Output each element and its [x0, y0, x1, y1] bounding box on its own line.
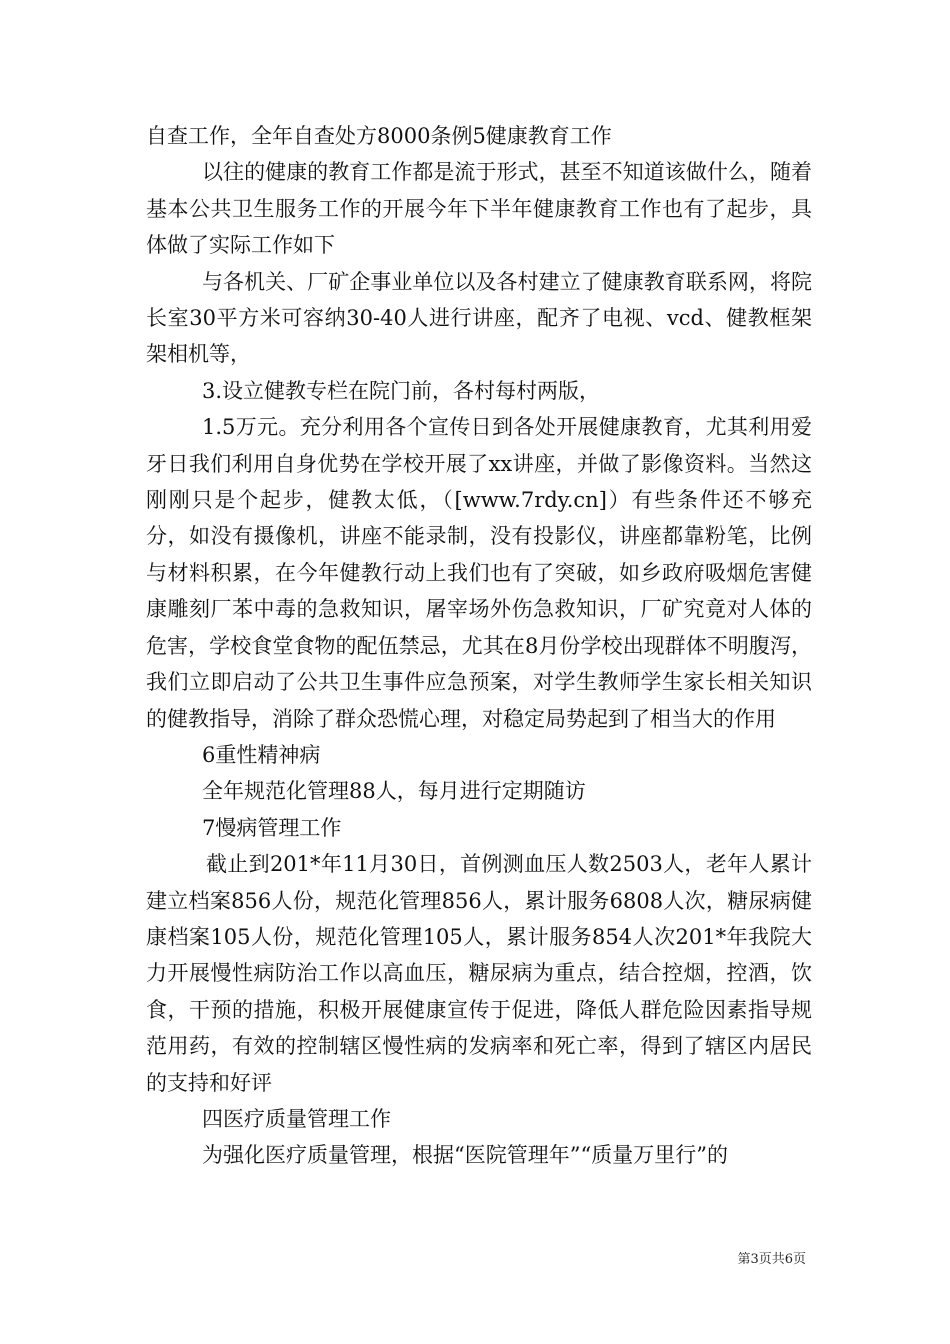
page-number: 第3页共6页 — [737, 1252, 806, 1267]
paragraph-5: 1.5万元。充分利用各个宣传日到各处开展健康教育，尤其利用爱牙日我们利用自身优势在学校开展了xx讲座，并做了影像资料。当然这刚刚只是个起步，健教太低，（[www.7rdy.cn]）有些条件还不够充分，如没有摄像机，讲座不能录制，没有投影仪，讲座都靠粉笔，比例与材料积累，在今年健教行动上我们也有了突破，如乡政府吸烟危害健康雕刻厂苯中毒的急救知识，屠宰场外伤急救知识，厂矿究竟对人体的危害，学校食堂食物的配伍禁忌，尤其在8月份学校出现群体不明腹泻，我们立即启动了公共卫生事件应急预案，对学生教师学生家长相关知识的健教指导，消除了群众恐慌心理，对稳定局势起到了相当大的作用 — [146, 415, 812, 731]
paragraph-6: 6重性精神病 — [202, 742, 321, 767]
paragraph-7: 全年规范化管理88人，每月进行定期随访 — [202, 779, 586, 804]
paragraph-11: 为强化医疗质量管理，根据“医院管理年”“质量万里行”的 — [202, 1143, 728, 1168]
paragraph-1: 自查工作，全年自查处方8000条例5健康教育工作 — [146, 124, 612, 148]
paragraph-8: 7慢病管理工作 — [202, 815, 342, 840]
document-body — [146, 118, 812, 1174]
paragraph-2: 以往的健康的教育工作都是流于形式，甚至不知道该做什么，随着基本公共卫生服务工作的开展今年下半年健康教育工作也有了起步，具体做了实际工作如下 — [146, 160, 812, 258]
paragraph-3: 与各机关、厂矿企事业单位以及各村建立了健康教育联系网，将院长室30平方米可容纳30-40人进行讲座，配齐了电视、vcd、健教框架架相机等， — [146, 269, 812, 367]
paragraph-4: 3.设立健教专栏在院门前，各村每村两版， — [202, 378, 601, 403]
paragraph-9: 截止到201*年11月30日，首例测血压人数2503人，老年人累计建立档案856人份，规范化管理856人，累计服务6808人次，糖尿病健康档案105人份，规范化管理105人，累计服务854人次201*年我院大力开展慢性病防治工作以高血压，糖尿病为重点，结合控烟，控酒，饮食，干预的措施，积极开展健康宣传于促进，降低人群危险因素指导规范用药，有效的控制辖区慢性病的发病率和死亡率，得到了辖区内居民的支持和好评 — [146, 852, 812, 1095]
paragraph-10: 四医疗质量管理工作 — [202, 1106, 391, 1131]
